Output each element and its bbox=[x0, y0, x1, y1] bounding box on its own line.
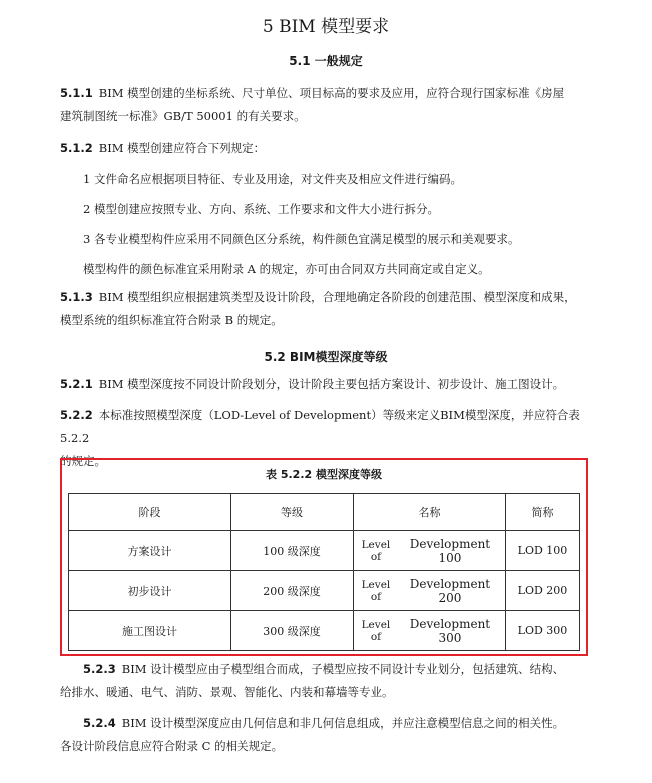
color-standard-note: 模型构件的颜色标准宜采用附录 A 的规定，亦可由合同双方共同商定或自定义。 bbox=[83, 262, 490, 276]
header-cell-grade: 等级 bbox=[231, 494, 354, 531]
cell-name bbox=[354, 571, 506, 611]
clause-text-cont: 各设计阶段信息应符合附录 C 的相关规定。 bbox=[60, 739, 284, 753]
clause-text-cont: 的规定。 bbox=[60, 454, 106, 468]
section-heading-5-1: 5.1 一般规定 bbox=[289, 54, 363, 68]
cell-grade: 200 级深度 bbox=[231, 571, 354, 611]
cell-abbr: LOD 300 bbox=[506, 611, 580, 651]
clause-text: 本标准按照模型深度（LOD-Level of Development）等级来定义BIM模型深度，并应符合表 5.2.2 bbox=[60, 408, 580, 445]
clause-text: BIM 设计模型应由子模型组合而成，子模型应按不同设计专业划分，包括建筑、结构、 bbox=[121, 662, 565, 676]
clause-number: 5.2.2 bbox=[60, 408, 93, 422]
clause-text: BIM 模型深度按不同设计阶段划分，设计阶段主要包括方案设计、初步设计、施工图设计。 bbox=[98, 377, 565, 391]
clause-5-1-1 bbox=[60, 82, 600, 128]
header-cell-name: 名称 bbox=[354, 494, 506, 531]
list-item: 1 文件命名应根据项目特征、专业及用途，对文件夹及相应文件进行编码。 bbox=[83, 172, 462, 186]
table-caption: 表 5.2.2 模型深度等级 bbox=[266, 468, 382, 481]
cell-grade: 300 级深度 bbox=[231, 611, 354, 651]
cell-stage: 初步设计 bbox=[69, 571, 231, 611]
clause-5-2-3 bbox=[60, 658, 603, 704]
clause-text: BIM 模型创建的坐标系统、尺寸单位、项目标高的要求及应用，应符合现行国家标准《房屋 bbox=[98, 86, 565, 100]
clause-5-2-4 bbox=[60, 712, 603, 758]
clause-number: 5.2.4 bbox=[83, 716, 116, 730]
clause-number: 5.2.1 bbox=[60, 377, 93, 391]
clause-number: 5.1.3 bbox=[60, 290, 93, 304]
cell-name-prefix: Level of bbox=[361, 618, 391, 643]
header-cell-abbr: 简称 bbox=[506, 494, 580, 531]
cell-stage: 方案设计 bbox=[69, 531, 231, 571]
cell-abbr: LOD 100 bbox=[506, 531, 580, 571]
clause-number: 5.2.3 bbox=[83, 662, 116, 676]
clause-text: BIM 模型创建应符合下列规定： bbox=[98, 141, 266, 155]
cell-abbr: LOD 200 bbox=[506, 571, 580, 611]
clause-5-2-1 bbox=[60, 373, 600, 396]
cell-name bbox=[354, 531, 506, 571]
clause-text-cont: 给排水、暖通、电气、消防、景观、智能化、内装和幕墙等专业。 bbox=[60, 685, 394, 699]
lod-table bbox=[68, 493, 580, 651]
list-item: 3 各专业模型构件应采用不同颜色区分系统，构件颜色宜满足模型的展示和美观要求。 bbox=[83, 232, 520, 246]
clause-text-cont: 模型系统的组织标准宜符合附录 B 的规定。 bbox=[60, 313, 283, 327]
section-heading-5-2: 5.2 BIM模型深度等级 bbox=[264, 350, 388, 364]
cell-name-suffix: Development 100 bbox=[409, 536, 491, 565]
cell-name-prefix: Level of bbox=[361, 578, 391, 603]
cell-name-prefix: Level of bbox=[361, 538, 391, 563]
cell-name-suffix: Development 300 bbox=[409, 616, 491, 645]
clause-5-1-2 bbox=[60, 137, 600, 160]
chapter-title: 5 BIM 模型要求 bbox=[262, 17, 390, 37]
clause-number: 5.1.2 bbox=[60, 141, 93, 155]
clause-text: BIM 设计模型深度应由几何信息和非几何信息组成，并应注意模型信息之间的相关性。 bbox=[121, 716, 565, 730]
table-row bbox=[69, 531, 580, 571]
clause-text-cont: 建筑制图统一标准》GB/T 50001 的有关要求。 bbox=[60, 109, 306, 123]
list-item: 2 模型创建应按照专业、方向、系统、工作要求和文件大小进行拆分。 bbox=[83, 202, 439, 216]
clause-5-1-3 bbox=[60, 286, 600, 332]
table-row bbox=[69, 611, 580, 651]
clause-text: BIM 模型组织应根据建筑类型及设计阶段，合理地确定各阶段的创建范围、模型深度和成果， bbox=[98, 290, 576, 304]
clause-number: 5.1.1 bbox=[60, 86, 93, 100]
header-cell-stage: 阶段 bbox=[69, 494, 231, 531]
cell-name bbox=[354, 611, 506, 651]
cell-grade: 100 级深度 bbox=[231, 531, 354, 571]
cell-stage: 施工图设计 bbox=[69, 611, 231, 651]
cell-name-suffix: Development 200 bbox=[409, 576, 491, 605]
table-header-row bbox=[69, 494, 580, 531]
table-row bbox=[69, 571, 580, 611]
